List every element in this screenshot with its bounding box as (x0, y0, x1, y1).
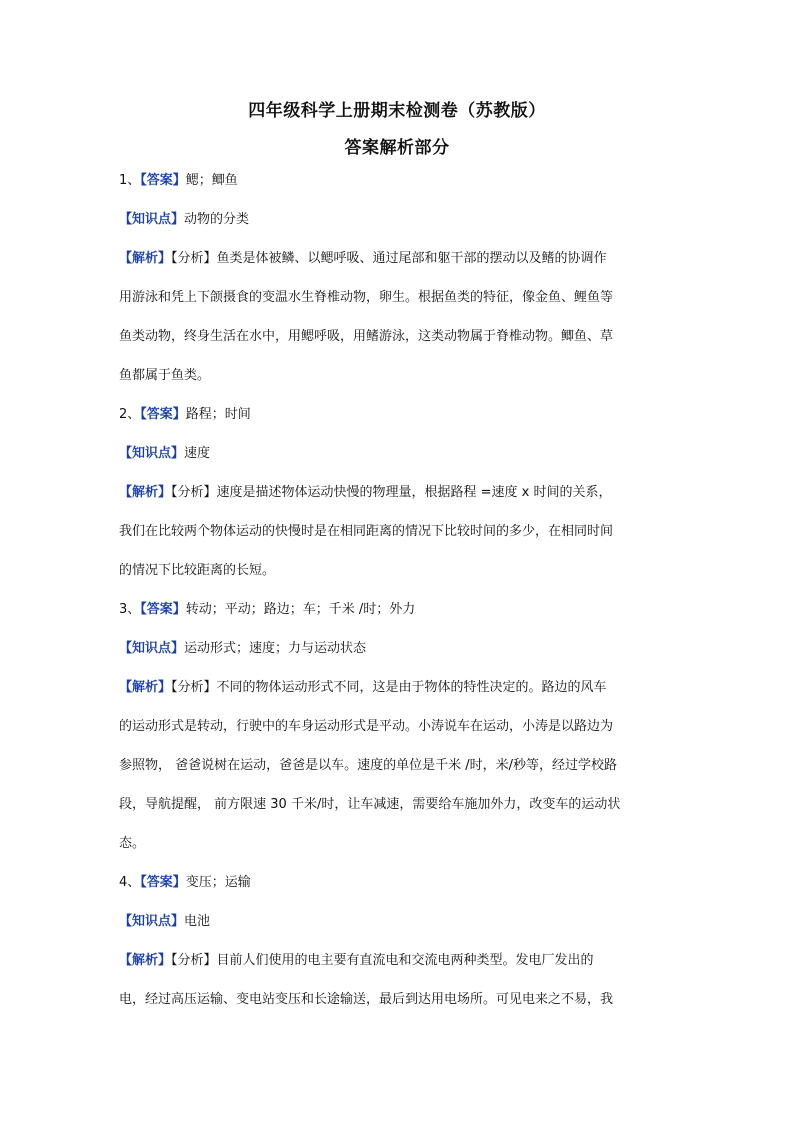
question-2-knowledge-line (119, 445, 679, 463)
analysis-continuation: 鱼都属于鱼类。 (119, 368, 211, 383)
page-subtitle: 答案解析部分 (344, 138, 450, 158)
answer-text: 变压；运输 (185, 875, 251, 890)
knowledge-text: 速度 (184, 446, 211, 461)
analysis-tag: 【解析】 (119, 953, 172, 968)
question-number: 4、 (119, 875, 141, 890)
question-1-answer-line (119, 172, 679, 190)
knowledge-text: 电池 (184, 914, 211, 929)
analysis-text: 【分析】鱼类是体被鳞、以鳃呼吸、通过尾部和躯干部的摆动以及鳍的协调作 (171, 251, 607, 266)
answer-tag: 【答案】 (140, 875, 186, 890)
answer-text: 鳃；鲫鱼 (185, 173, 238, 188)
question-2-analysis-line (119, 484, 679, 502)
answer-text: 路程；时间 (185, 407, 251, 422)
analysis-continuation: 参照物， 爸爸说树在运动，爸爸是以车。速度的单位是千米 /时，米/秒等，经过学校路 (119, 758, 618, 773)
analysis-text: 【分析】不同的物体运动形式不同，这是由于物体的特性决定的。路边的风车 (171, 680, 607, 695)
analysis-continuation: 态。 (119, 836, 146, 851)
analysis-text: 【分析】速度是描述物体运动快慢的物理量，根据路程 =速度 x 时间的关系， (171, 485, 612, 500)
analysis-continuation: 我们在比较两个物体运动的快慢时是在相同距离的情况下比较时间的多少，在相同时间 (119, 524, 614, 539)
knowledge-text: 动物的分类 (184, 212, 250, 227)
knowledge-tag: 【知识点】 (119, 212, 185, 227)
analysis-continuation: 电，经过高压运输、变电站变压和长途输送，最后到达用电场所。可见电来之不易，我 (119, 992, 614, 1007)
question-2-answer-line (119, 406, 679, 424)
analysis-continuation: 段，导航提醒， 前方限速 30 千米/时，让车减速，需要给车施加外力，改变车的运动状 (119, 797, 621, 812)
question-4-knowledge-line (119, 913, 679, 931)
knowledge-tag: 【知识点】 (119, 914, 185, 929)
question-3-knowledge-line (119, 640, 679, 658)
knowledge-tag: 【知识点】 (119, 641, 185, 656)
question-4-answer-line (119, 874, 679, 892)
analysis-text: 【分析】目前人们使用的电主要有直流电和交流电两种类型。发电厂发出的 (171, 953, 594, 968)
analysis-continuation: 用游泳和凭上下颌摄食的变温水生脊椎动物，卵生。根据鱼类的特征，像金鱼、鲤鱼等 (119, 290, 614, 305)
analysis-continuation: 鱼类动物，终身生活在水中，用鳃呼吸，用鳍游泳，这类动物属于脊椎动物。鲫鱼、草 (119, 329, 614, 344)
knowledge-text: 运动形式；速度；力与运动状态 (184, 641, 367, 656)
question-number: 1、 (119, 173, 141, 188)
analysis-tag: 【解析】 (119, 680, 172, 695)
analysis-tag: 【解析】 (119, 485, 172, 500)
question-3-answer-line (119, 601, 679, 619)
question-3-analysis-line (119, 679, 679, 697)
question-number: 3、 (119, 602, 141, 617)
page-title: 四年级科学上册期末检测卷（苏教版） (248, 101, 546, 121)
analysis-continuation: 的情况下比较距离的长短。 (119, 563, 276, 578)
answer-text: 转动；平动；路边；车；千米 /时；外力 (185, 602, 416, 617)
question-1-knowledge-line (119, 211, 679, 229)
question-number: 2、 (119, 407, 141, 422)
answer-tag: 【答案】 (140, 407, 186, 422)
question-1-analysis-line (119, 250, 679, 268)
analysis-continuation: 的运动形式是转动，行驶中的车身运动形式是平动。小涛说车在运动，小涛是以路边为 (119, 719, 614, 734)
analysis-tag: 【解析】 (119, 251, 172, 266)
question-4-analysis-line (119, 952, 679, 970)
answer-tag: 【答案】 (140, 173, 186, 188)
knowledge-tag: 【知识点】 (119, 446, 185, 461)
answer-tag: 【答案】 (140, 602, 186, 617)
